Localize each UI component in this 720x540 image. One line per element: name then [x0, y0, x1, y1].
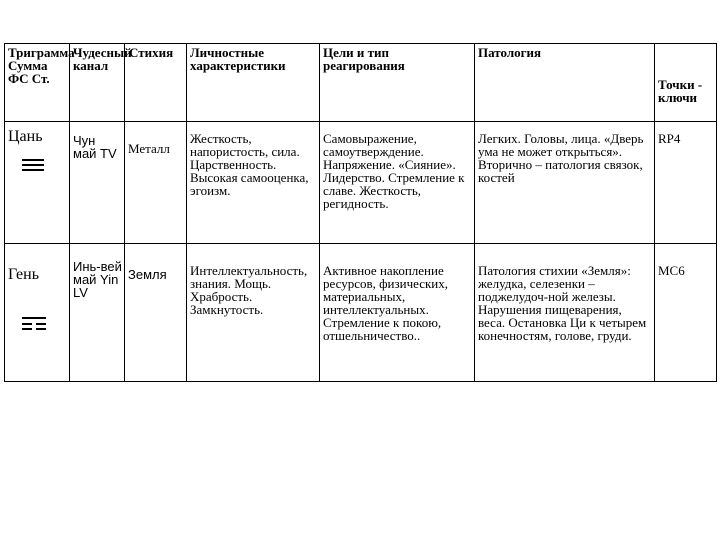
characteristics-table — [4, 43, 717, 382]
element-cell: Металл — [125, 122, 187, 244]
header-points: Точки - ключи — [655, 44, 717, 122]
element-cell: Земля — [125, 244, 187, 382]
trigram-name: Гень — [8, 266, 39, 283]
points-cell: RP4 — [655, 122, 717, 244]
channel-cell: Чун май TV — [70, 122, 125, 244]
trigram-name: Цань — [8, 128, 43, 145]
points-cell: MC6 — [655, 244, 717, 382]
header-personal: Личностные характеристики — [187, 44, 320, 122]
table-row — [5, 122, 717, 244]
header-trigram: Триграмма Сумма ФС Ст. — [5, 44, 70, 122]
qian-trigram-icon — [8, 156, 67, 176]
header-channel: Чудесный канал — [70, 44, 125, 122]
trigram-cell — [5, 122, 70, 244]
goals-cell: Самовыражение, самоутверждение. Напряжение. «Сияние». Лидерство. Стремление к славе. Жесткость, регидность. — [320, 122, 475, 244]
personal-cell: Жесткость, напористость, сила. Царственность. Высокая самооценка, эгоизм. — [187, 122, 320, 244]
pathology-cell: Легких. Головы, лица. «Дверь ума не может открыться». Вторично – патология связок, костей — [475, 122, 655, 244]
trigram-cell — [5, 244, 70, 382]
pathology-cell: Патология стихии «Земля»: желудка, селезенки – поджелудоч-ной железы. Нарушения пищеварения, веса. Остановка Ци к четырем конечностям, голове, груди. — [475, 244, 655, 382]
channel-cell: Инь-вей май Yin LV — [70, 244, 125, 382]
header-row — [5, 44, 717, 122]
goals-cell: Активное накопление ресурсов, физических, материальных, интеллектуальных. Стремление к покою, отшельничество.. — [320, 244, 475, 382]
header-goals: Цели и тип реагирования — [320, 44, 475, 122]
header-pathology: Патология — [475, 44, 655, 122]
personal-cell: Интеллектуальность, знания. Мощь. Храбрость. Замкнутость. — [187, 244, 320, 382]
gen-trigram-icon — [8, 314, 67, 334]
table-row — [5, 244, 717, 382]
header-element: Стихия — [125, 44, 187, 122]
